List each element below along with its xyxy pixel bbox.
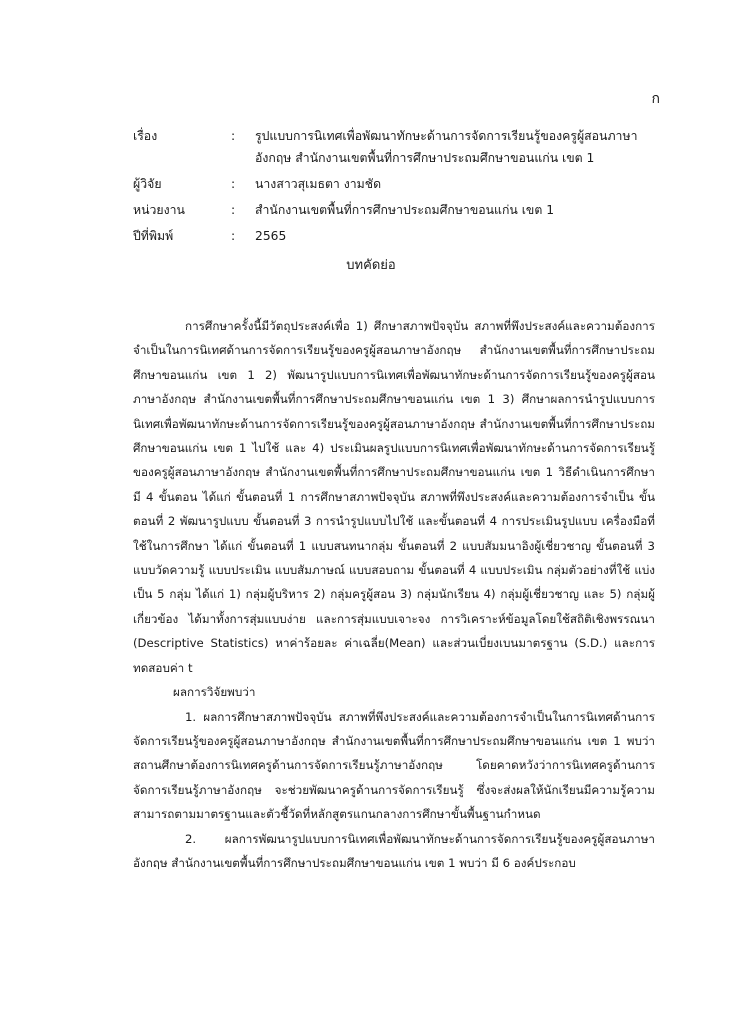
results-intro: ผลการวิจัยพบว่า: [173, 685, 256, 700]
page-number: ก: [651, 91, 660, 107]
meta-colon: :: [231, 229, 236, 243]
meta-year-value: 2565: [255, 229, 287, 243]
abstract-heading: บทคัดย่อ: [346, 258, 396, 273]
abstract-paragraph-objectives: การศึกษาครั้งนี้มีวัตถุประสงค์เพื่อ 1) ศึกษาสภาพปัจจุบัน สภาพที่พึงประสงค์และความต้องการจำเป็นในการนิเทศด้านการจัดการเรียนรู้ของครูผู้สอนภาษาอังกฤษ สำนักงานเขตพื้นที่การศึกษาประถมศึกษาขอนแก่น เขต 1 2) พัฒนารูปแบบการนิเทศเพื่อพัฒนาทักษะด้านการจัดการเรียนรู้ของครูผู้สอนภาษาอังกฤษ สำนักงานเขตพื้นที่การศึกษาประถมศึกษาขอนแก่น เขต 1 3) ศึกษาผลการนำรูปแบบการนิเทศเพื่อพัฒนาทักษะด้านการจัดการเรียนรู้ของครูผู้สอนภาษาอังกฤษ สำนักงานเขตพื้นที่การศึกษาประถมศึกษาขอนแก่น เขต 1 ไปใช้ และ 4) ประเมินผลรูปแบบการนิเทศเพื่อพัฒนาทักษะด้านการจัดการเรียนรู้ของครูผู้สอนภาษาอังกฤษ สำนักงานเขตพื้นที่การศึกษาประถมศึกษาขอนแก่น เขต 1 วิธีดำเนินการศึกษา มี 4 ขั้นตอน ได้แก่ ขั้นตอนที่ 1 การศึกษาสภาพปัจจุบัน สภาพที่พึงประสงค์และความต้องการจำเป็น ขั้นตอนที่ 2 พัฒนารูปแบบ ขั้นตอนที่ 3 การนำรูปแบบไปใช้ และขั้นตอนที่ 4 การประเมินรูปแบบ เครื่องมือที่ใช้ในการศึกษา ได้แก่ ขั้นตอนที่ 1 แบบสนทนากลุ่ม ขั้นตอนที่ 2 แบบสัมมนาอิงผู้เชี่ยวชาญ ขั้นตอนที่ 3 แบบวัดความรู้ แบบประเมิน แบบสัมภาษณ์ แบบสอบถาม ขั้นตอนที่ 4 แบบประเมิน กลุ่มตัวอย่างที่ใช้ แบ่งเป็น 5 กลุ่ม ได้แก่ 1) กลุ่มผู้บริหาร 2) กลุ่มครูผู้สอน 3) กลุ่มนักเรียน 4) กลุ่มผู้เชี่ยวชาญ และ 5) กลุ่มผู้เกี่ยวข้อง ได้มาทั้งการสุ่มแบบง่าย และการสุ่มแบบเจาะจง การวิเคราะห์ข้อมูลโดยใช้สถิติเชิงพรรณนา (Descriptive Statistics) หาค่าร้อยละ ค่าเฉลี่ย(Mean) และส่วนเบี่ยงเบนมาตรฐาน (S.D.) และการทดสอบค่า t: [133, 319, 655, 675]
abstract-body: [133, 314, 655, 875]
meta-colon: :: [231, 129, 236, 143]
meta-researcher-label: ผู้วิจัย: [133, 177, 162, 191]
document-metadata: [133, 125, 673, 251]
meta-title-row: [133, 125, 673, 169]
meta-colon: :: [231, 177, 236, 191]
meta-colon: :: [231, 203, 236, 217]
meta-year-row: [133, 225, 673, 247]
meta-researcher-row: [133, 173, 673, 195]
meta-agency-row: [133, 199, 673, 221]
meta-researcher-value: นางสาวสุเมธตา งามชัด: [255, 177, 382, 191]
meta-agency-label: หน่วยงาน: [133, 203, 185, 217]
result-item-2: 2. ผลการพัฒนารูปแบบการนิเทศเพื่อพัฒนาทักษะด้านการจัดการเรียนรู้ของครูผู้สอนภาษาอังกฤษ สำนักงานเขตพื้นที่การศึกษาประถมศึกษาขอนแก่น เขต 1 พบว่า มี 6 องค์ประกอบ: [133, 831, 655, 870]
meta-agency-value: สำนักงานเขตพื้นที่การศึกษาประถมศึกษาขอนแก่น เขต 1: [255, 203, 555, 217]
meta-title-value: รูปแบบการนิเทศเพื่อพัฒนาทักษะด้านการจัดการเรียนรู้ของครูผู้สอนภาษาอังกฤษ สำนักงานเขตพื้นที่การศึกษาประถมศึกษาขอนแก่น เขต 1: [255, 129, 638, 165]
meta-year-label: ปีที่พิมพ์: [133, 229, 174, 243]
meta-title-label: เรื่อง: [133, 129, 158, 143]
result-item-1: 1. ผลการศึกษาสภาพปัจจุบัน สภาพที่พึงประสงค์และความต้องการจำเป็นในการนิเทศด้านการจัดการเรียนรู้ของครูผู้สอนภาษาอังกฤษ สำนักงานเขตพื้นที่การศึกษาประถมศึกษาขอนแก่น เขต 1 พบว่า สถานศึกษาต้องการนิเทศครูด้านการจัดการเรียนรู้ภาษาอังกฤษ โดยคาดหวังว่าการนิเทศครูด้านการจัดการเรียนรู้ภาษาอังกฤษ จะช่วยพัฒนาครูด้านการจัดการเรียนรู้ ซึ่งจะส่งผลให้นักเรียนมีความรู้ความสามารถตามมาตรฐานและตัวชี้วัดที่หลักสูตรแกนกลางการศึกษาขั้นพื้นฐานกำหนด: [133, 709, 655, 822]
